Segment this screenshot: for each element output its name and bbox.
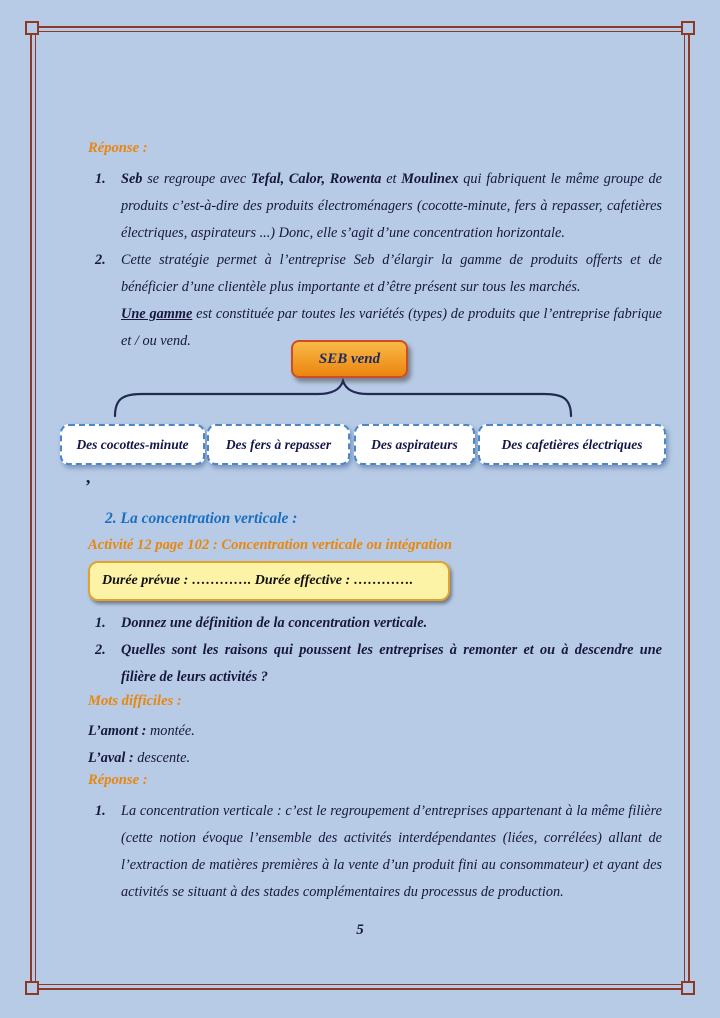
- seb-vend-box: SEB vend: [291, 340, 408, 378]
- list-number: 1.: [95, 615, 106, 631]
- frame-corner-ornament: [681, 21, 695, 35]
- definition-amont: [88, 718, 195, 745]
- product-box-fers: Des fers à repasser: [207, 424, 350, 465]
- answer-item-1: [95, 166, 662, 247]
- vertical-answer-text: La concentration verticale : c’est le regroupement d’entreprises appartenant à la même filière (cette notion évoque l’ensemble des activités interdépendantes (liées, corrélées) allant de l’extraction de matières premières à la vente d’un produit fini au consommateur) et ayant des activités se situant à des stades complémentaires du processus de production.: [121, 803, 662, 900]
- answer-item-1-text: Seb se regroupe avec Tefal, Calor, Rowenta et Moulinex qui fabriquent le même groupe de produits c’est-à-dire des produits électroménagers (cocotte-minute, fers à repasser, cafetières électriques, aspirateurs ...) Donc, elle s’agit d’une concentration horizontale.: [121, 171, 662, 241]
- definition-aval-term: L’aval :: [88, 750, 134, 766]
- list-number: 1.: [95, 171, 106, 187]
- gamme-definition-text: Une gamme est constituée par toutes les variétés (types) de produits que l’entreprise fabrique et / ou vend.: [121, 306, 662, 349]
- question-2: [95, 637, 662, 691]
- mots-difficiles-heading: Mots difficiles :: [88, 693, 182, 709]
- list-number: 2.: [95, 642, 106, 658]
- reponse-heading-2: Réponse :: [88, 772, 148, 788]
- duration-box: [88, 561, 450, 601]
- section-2-number: 2.: [105, 510, 117, 527]
- list-number: 2.: [95, 252, 106, 268]
- answer-item-2-text: Cette stratégie permet à l’entreprise Seb d’élargir la gamme de produits offerts et de bénéficier d’une clientèle plus importante et d’être présent sur tous les marchés.: [121, 252, 662, 295]
- page-number: 5: [356, 922, 364, 938]
- vertical-answer-item-1: [95, 798, 662, 906]
- question-1-text: Donnez une définition de la concentration verticale.: [121, 615, 428, 631]
- definition-aval: [88, 745, 190, 772]
- question-1: [95, 610, 662, 637]
- product-box-cocottes: Des cocottes-minute: [60, 424, 205, 465]
- activity-heading: Activité 12 page 102 : Concentration verticale ou intégration: [88, 537, 453, 553]
- reponse-heading-1: Réponse :: [88, 140, 148, 156]
- frame-corner-ornament: [681, 981, 695, 995]
- product-box-cafetieres: Des cafetières électriques: [478, 424, 666, 465]
- brace-icon: [112, 378, 574, 422]
- seb-diagram: [0, 338, 720, 508]
- definition-amont-term: L’amont :: [88, 723, 147, 739]
- frame-corner-ornament: [25, 981, 39, 995]
- question-2-text: Quelles sont les raisons qui poussent les entreprises à remonter et ou à descendre une filière de leurs activités ?: [121, 642, 662, 685]
- definition-amont-text: montée.: [146, 723, 195, 739]
- stray-mark: ’: [85, 476, 91, 496]
- product-box-aspirateurs: Des aspirateurs: [354, 424, 475, 465]
- definition-aval-text: descente.: [133, 750, 191, 766]
- duration-text: Durée prévue : …………. Durée effective : ………….: [102, 573, 414, 588]
- list-number: 1.: [95, 803, 106, 819]
- section-2-heading: [105, 510, 297, 528]
- section-2-title: La concentration verticale :: [120, 510, 298, 527]
- frame-corner-ornament: [25, 21, 39, 35]
